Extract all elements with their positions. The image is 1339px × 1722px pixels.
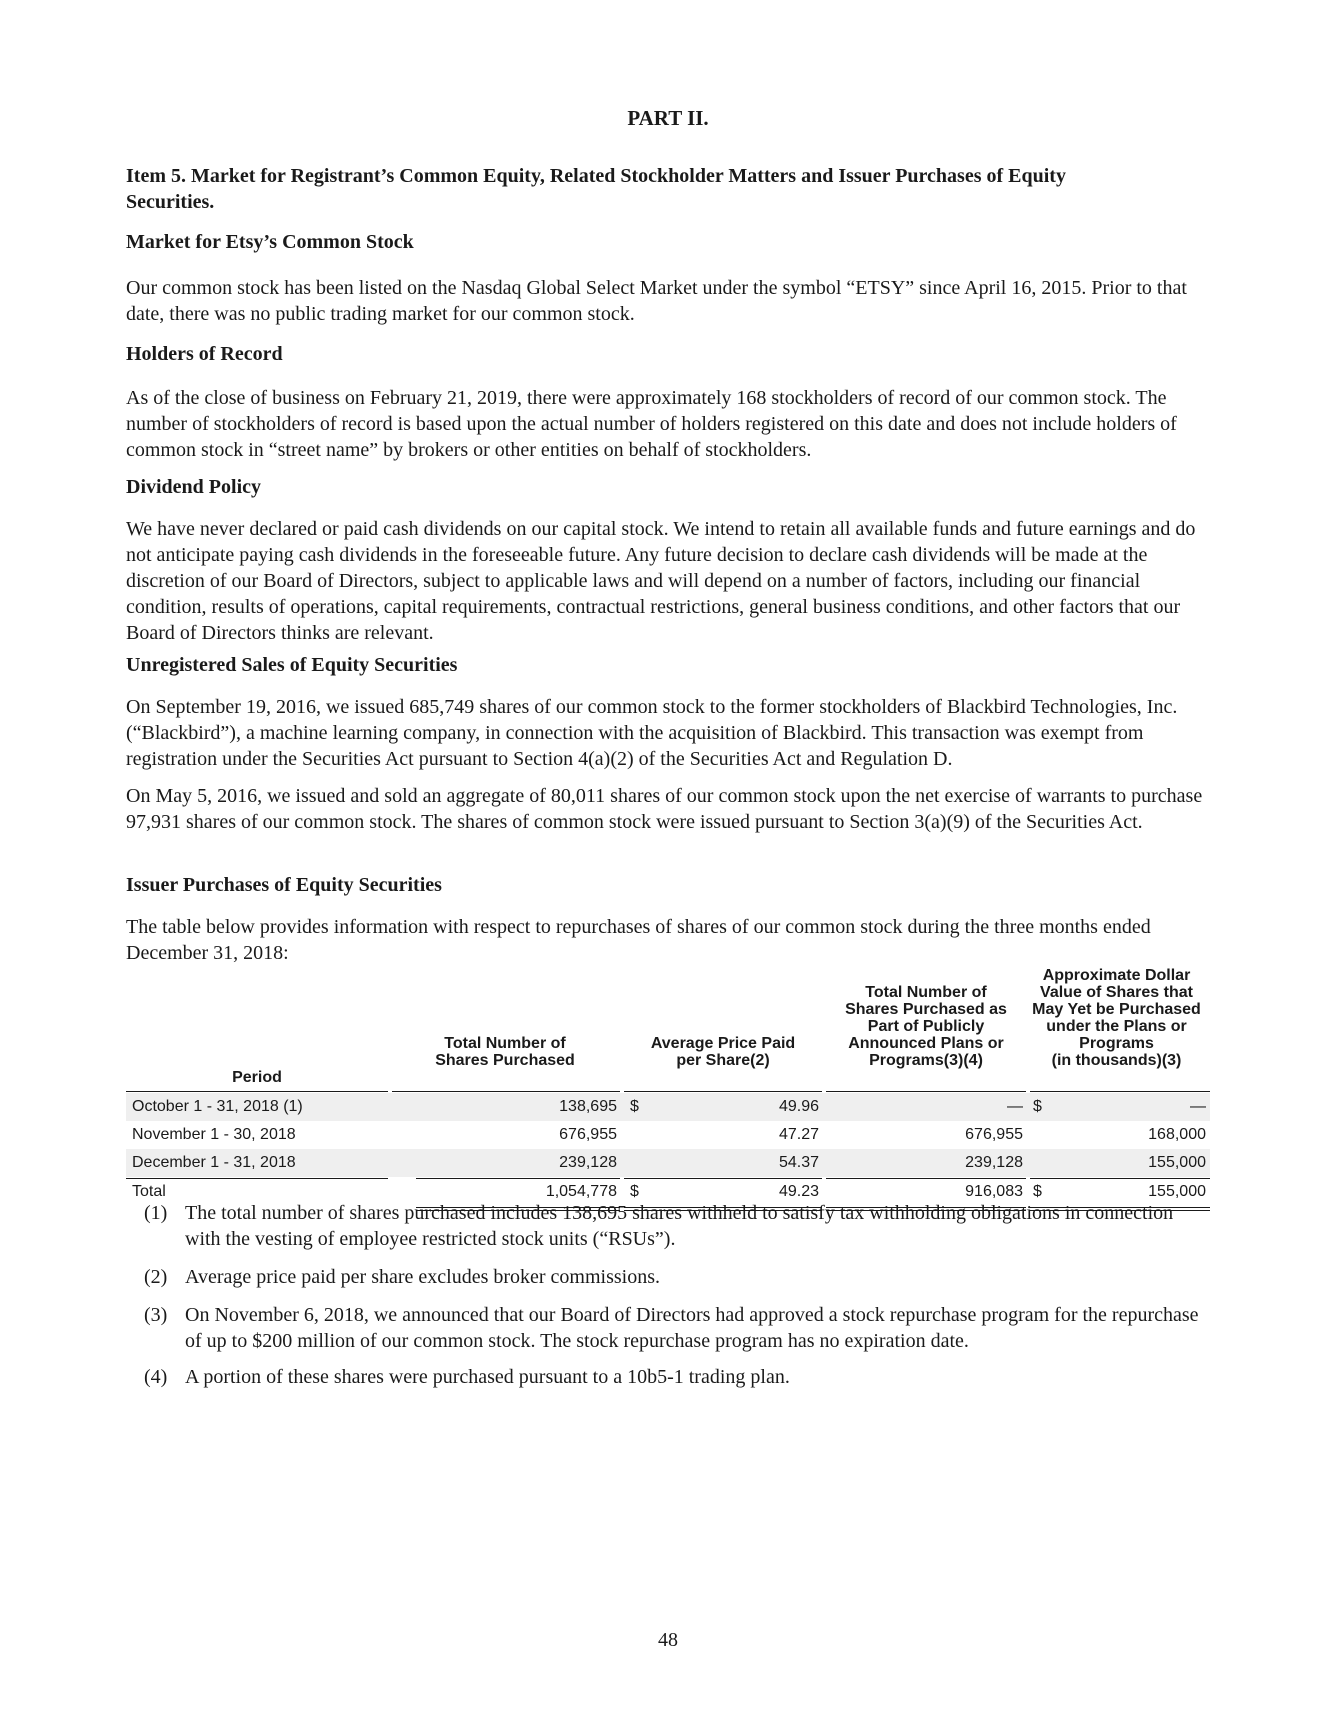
- header-total-program-shares: Total Number of Shares Purchased as Part of Publicly Announced Plans or Programs(3)(4): [845, 984, 1007, 1069]
- header-period: Period: [232, 1069, 282, 1086]
- table-row: [126, 1149, 1210, 1177]
- total-program-cell: 916,083: [965, 1183, 1023, 1200]
- issuer-heading: Issuer Purchases of Equity Securities: [126, 874, 442, 896]
- footnote-number: (1): [144, 1202, 168, 1224]
- total-shares-cell: 239,128: [559, 1154, 617, 1171]
- average-price-cell: 49.23: [778, 1183, 819, 1200]
- footnote-text: A portion of these shares were purchased pursuant to a 10b5-1 trading plan.: [185, 1366, 790, 1388]
- average-price-cell: 49.96: [778, 1098, 819, 1115]
- holders-paragraph: As of the close of business on February 21, 2019, there were approximately 168 stockholders of record of our common stock. The number of stockholders of record is based upon the actual number of holders registered on this date and does not include holders of common stock in “street name” by brokers or other entities on behalf of stockholders.: [126, 387, 1177, 461]
- header-total-shares: Total Number of Shares Purchased: [435, 1035, 575, 1069]
- footnote-text: The total number of shares purchased includes 138,695 shares withheld to satisfy tax withholding obligations in connection with the vesting of employee restricted stock units (“RSUs”).: [185, 1202, 1174, 1250]
- approximate-value-cell: 168,000: [1148, 1126, 1206, 1143]
- average-price-cell: 47.27: [778, 1126, 819, 1143]
- period-cell: October 1 - 31, 2018 (1): [132, 1098, 303, 1115]
- footnote-number: (2): [144, 1266, 168, 1288]
- price-currency-sign: $: [630, 1183, 639, 1200]
- page-number: 48: [658, 1629, 678, 1651]
- header-average-price: Average Price Paid per Share(2): [650, 1035, 796, 1069]
- total-program-cell: —: [1007, 1098, 1023, 1115]
- item5-heading: Item 5. Market for Registrant’s Common Equity, Related Stockholder Matters and Issuer Purchases of Equity Securities.: [126, 165, 1066, 213]
- market-paragraph: Our common stock has been listed on the Nasdaq Global Select Market under the symbol “ETSY” since April 16, 2015. Prior to that date, there was no public trading market for our common stock.: [126, 277, 1187, 325]
- approximate-value-cell: 155,000: [1148, 1154, 1206, 1171]
- value-currency-sign: $: [1033, 1098, 1042, 1115]
- header-underline: [1030, 1091, 1210, 1092]
- total-shares-cell: 138,695: [559, 1098, 617, 1115]
- average-price-cell: 54.37: [778, 1154, 819, 1171]
- total-shares-cell: 1,054,778: [545, 1183, 617, 1200]
- period-cell: November 1 - 30, 2018: [132, 1126, 296, 1143]
- holders-heading: Holders of Record: [126, 343, 283, 365]
- part-title: PART II.: [627, 106, 709, 130]
- dividend-heading: Dividend Policy: [126, 476, 262, 498]
- price-currency-sign: $: [630, 1098, 639, 1115]
- approximate-value-cell: 155,000: [1148, 1183, 1206, 1200]
- header-underline: [826, 1091, 1026, 1092]
- total-program-cell: 239,128: [965, 1154, 1023, 1171]
- footnote-text: Average price paid per share excludes broker commissions.: [185, 1266, 661, 1288]
- period-cell: December 1 - 31, 2018: [132, 1154, 296, 1171]
- header-underline: [392, 1091, 620, 1092]
- header-underline: [126, 1091, 388, 1092]
- value-currency-sign: $: [1033, 1183, 1042, 1200]
- total-program-cell: 676,955: [965, 1126, 1023, 1143]
- header-underline: [624, 1091, 822, 1092]
- unregistered-paragraph-1: On September 19, 2016, we issued 685,749 shares of our common stock to the former stockholders of Blackbird Technologies, Inc. (“Blackbird”), a machine learning company, in connection with the acquisition of Blackbird. This transaction was exempt from registration under the Securities Act pursuant to Section 4(a)(2) of the Securities Act and Regulation D.: [126, 696, 1178, 770]
- unregistered-heading: Unregistered Sales of Equity Securities: [126, 654, 458, 676]
- dividend-paragraph: We have never declared or paid cash dividends on our capital stock. We intend to retain all available funds and future earnings and do not anticipate paying cash dividends in the foreseeable future. Any future decision to declare cash dividends will be made at the discretion of our Board of Directors, subject to applicable laws and will depend on a number of factors, including our financial condition, results of operations, capital requirements, contractual restrictions, general business conditions, and other factors that our Board of Directors thinks are relevant.: [126, 518, 1196, 644]
- table-row: [126, 1121, 1210, 1149]
- footnote-text: On November 6, 2018, we announced that our Board of Directors had approved a stock repurchase program for the repurchase of up to $200 million of our common stock. The stock repurchase program has no expiration date.: [185, 1304, 1199, 1352]
- market-heading: Market for Etsy’s Common Stock: [126, 231, 414, 253]
- period-cell: Total: [132, 1183, 166, 1200]
- header-approximate-value: Approximate Dollar Value of Shares that May Yet be Purchased under the Plans or Programs (in thousands)(3): [1032, 967, 1201, 1069]
- approximate-value-cell: —: [1190, 1098, 1206, 1115]
- unregistered-paragraph-2: On May 5, 2016, we issued and sold an aggregate of 80,011 shares of our common stock upon the net exercise of warrants to purchase 97,931 shares of our common stock. The shares of common stock were issued pursuant to Section 3(a)(9) of the Securities Act.: [126, 785, 1203, 833]
- footnote-number: (3): [144, 1304, 168, 1326]
- table-row: [126, 1093, 1210, 1121]
- total-shares-cell: 676,955: [559, 1126, 617, 1143]
- footnote-number: (4): [144, 1366, 168, 1388]
- issuer-paragraph: The table below provides information with respect to repurchases of shares of our common stock during the three months ended December 31, 2018:: [126, 916, 1151, 964]
